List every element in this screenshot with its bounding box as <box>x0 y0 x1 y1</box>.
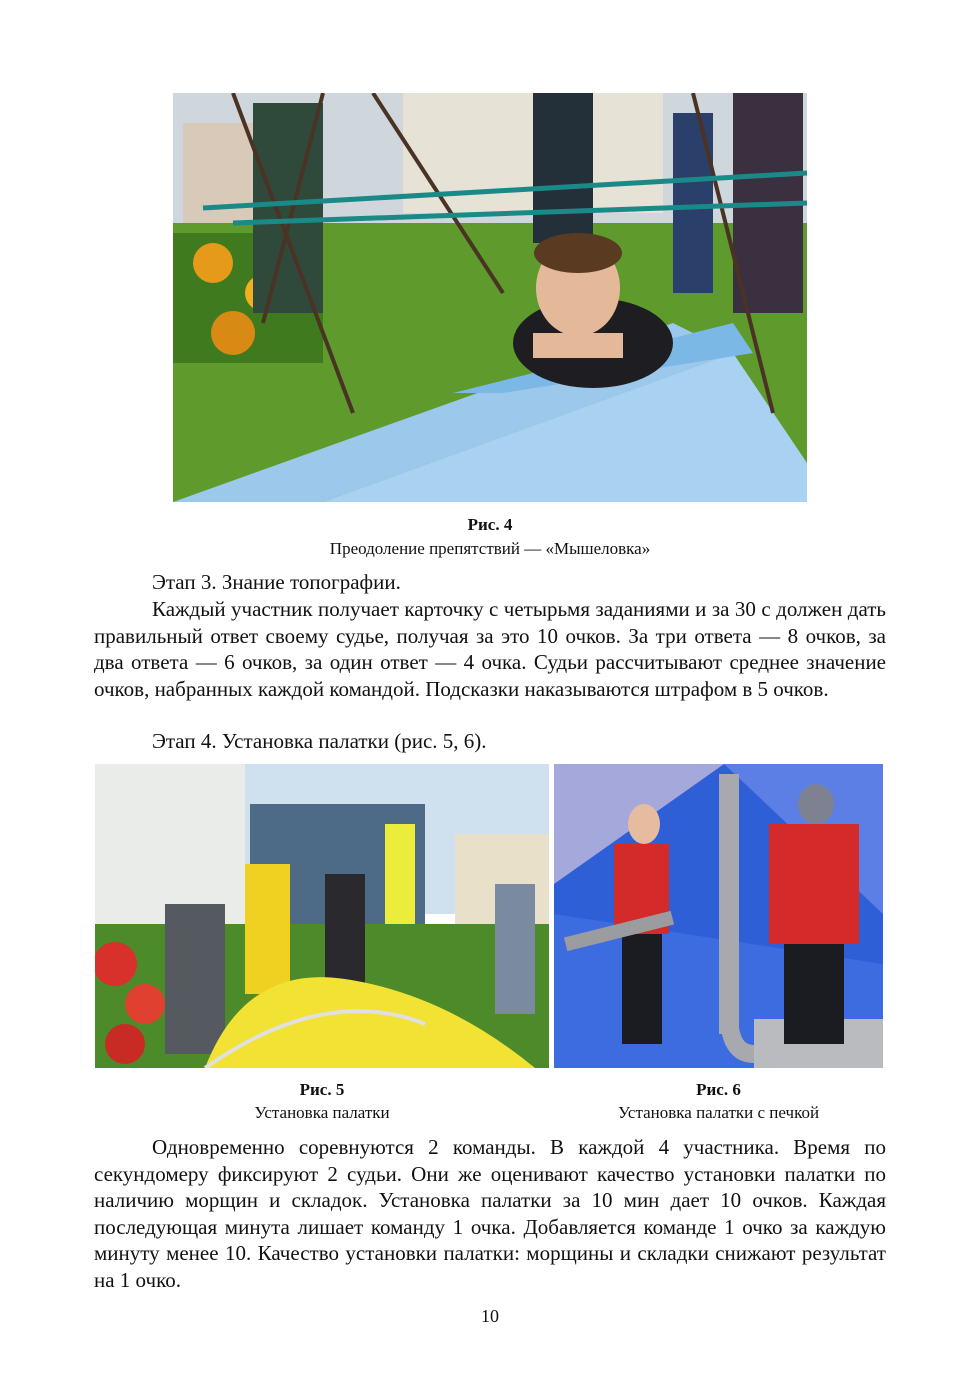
figure-6-number: Рис. 6 <box>696 1080 741 1099</box>
figure-6-photo <box>554 764 883 1068</box>
figure-4-caption: Преодоление препятствий — «Мышеловка» <box>329 539 651 558</box>
stage4-heading: Этап 4. Установка палатки (рис. 5, 6). <box>152 729 487 753</box>
figure-4-photo <box>173 93 807 502</box>
page-number: 10 <box>481 1306 499 1326</box>
stage3-heading: Этап 3. Знание топографии. <box>152 570 401 594</box>
stage4-paragraph: Одновременно соревнуются 2 команды. В каждой 4 участника. Время по секундомеру фиксируют 2 судьи. Они же оценивают качество установки палатки по наличию морщин и складок. Установка палатки за 10 мин дает 10 очков. Каждая последующая минута лишает команду 1 очка. Добавляется команде 1 очко за каждую минуту менее 10. Качество установки палатки: морщины и складки снижают результат на 1 очко. <box>94 1135 886 1292</box>
figure-6-caption: Установка палатки с печкой <box>617 1103 820 1122</box>
figure-5-number: Рис. 5 <box>299 1080 345 1099</box>
stage3-paragraph: Каждый участник получает карточку с четырьмя заданиями и за 30 с должен дать правильный ответ своему судье, получая за это 10 очков. За три ответа — 8 очков, за два ответа — 6 очков, за один ответ — 4 очка. Судьи рассчитывают среднее значение очков, набранных каждой командой. Подсказки наказываются штрафом в 5 очков. <box>94 597 886 701</box>
figure-4-number: Рис. 4 <box>467 515 513 534</box>
figure-5-caption: Установка палатки <box>254 1103 390 1122</box>
figure-5-photo <box>95 764 549 1068</box>
